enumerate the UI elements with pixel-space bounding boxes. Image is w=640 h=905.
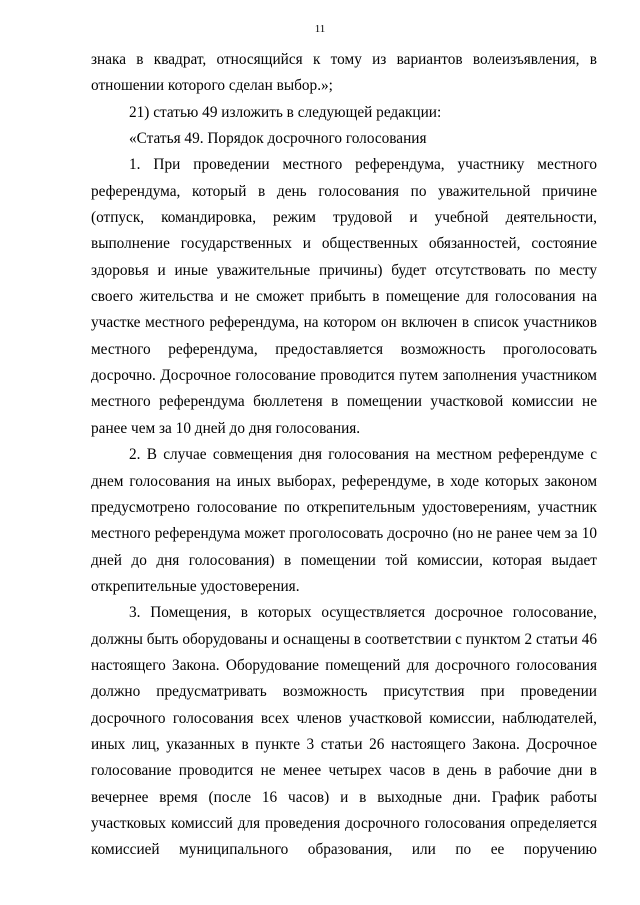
paragraph-point-1: 1. При проведении местного референдума, участнику местного референдума, который в день голосования по уважительной причине (отпуск, командировка, режим трудовой и учебной деятельности, выполнение государственных и общественных обязанностей, состояние здоровья и иные уважительные причины) будет отсутствовать по месту своего жительства и не сможет прибыть в помещение для голосования на участке местного референдума, на котором он включен в список участников местного референдума, предоставляется возможность проголосовать досрочно. Досрочное голосование проводится путем заполнения участником местного референдума бюллетеня в помещении участковой комиссии не ранее чем за 10 дней до дня голосования. <box>91 156 597 437</box>
document-body <box>91 47 597 864</box>
page-number: 11 <box>314 23 326 35</box>
paragraph-continuation: знака в квадрат, относящийся к тому из вариантов волеизъявления, в отношении которого сделан выбор.»; <box>91 51 597 95</box>
paragraph-point-3: 3. Помещения, в которых осуществляется досрочное голосование, должны быть оборудованы и оснащены в соответствии с пунктом 2 статьи 46 настоящего Закона. Оборудование помещений для досрочного голосования должно предусматривать возможность присутствия при проведении досрочного голосования всех членов участковой комиссии, наблюдателей, иных лиц, указанных в пункте 3 статьи 26 настоящего Закона. Досрочное голосование проводится не менее четырех часов в день в рабочие дни в вечернее время (после 16 часов) и в выходные дни. График работы участковых комиссий для проведения досрочного голосования определяется комиссией муниципального образования, или по ее поручению <box>91 604 597 859</box>
article-heading: «Статья 49. Порядок досрочного голосования <box>129 130 427 148</box>
paragraph-amendment-item: 21) статью 49 изложить в следующей редакции: <box>129 103 442 121</box>
paragraph-point-2: 2. В случае совмещения дня голосования на местном референдуме с днем голосования на иных выборах, референдуме, в ходе которых законом предусмотрено голосование по открепительным удостоверениям, участник местного референдума может проголосовать досрочно (но не ранее чем за 10 дней до дня голосования) в помещении той комиссии, которая выдает открепительные удостоверения. <box>91 446 597 595</box>
